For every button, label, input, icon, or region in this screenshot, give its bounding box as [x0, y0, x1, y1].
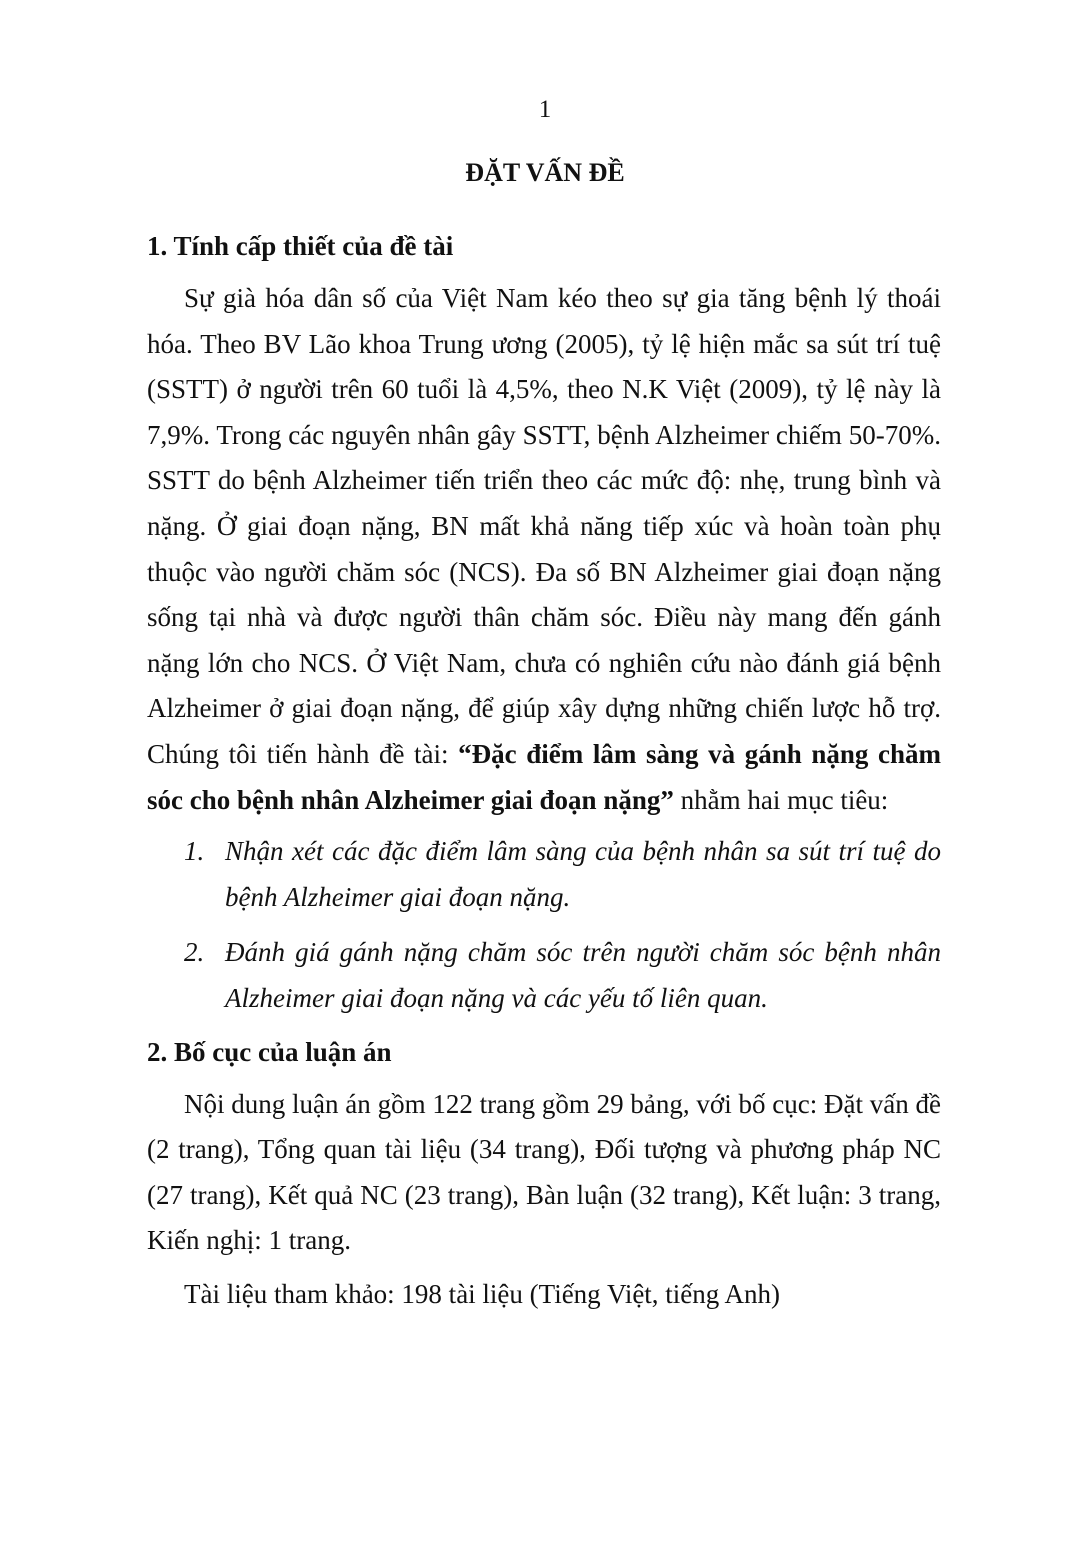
document-body: [147, 226, 941, 1317]
objectives-list: [147, 829, 941, 1021]
objective-item: [147, 829, 941, 920]
urgency-paragraph-text: Sự già hóa dân số của Việt Nam kéo theo sự gia tăng bệnh lý thoái hóa. Theo BV Lão khoa Trung ương (2005), tỷ lệ hiện mắc sa sút trí tuệ (SSTT) ở người trên 60 tuổi là 4,5%, theo N.K Việt (2009), tỷ lệ này là 7,9%. Trong các nguyên nhân gây SSTT, bệnh Alzheimer chiếm 50-70%. SSTT do bệnh Alzheimer tiến triển theo các mức độ: nhẹ, trung bình và nặng. Ở giai đoạn nặng, BN mất khả năng tiếp xúc và hoàn toàn phụ thuộc vào người chăm sóc (NCS). Đa số BN Alzheimer giai đoạn nặng sống tại nhà và được người thân chăm sóc. Điều này mang đến gánh nặng lớn cho NCS. Ở Việt Nam, chưa có nghiên cứu nào đánh giá bệnh Alzheimer ở giai đoạn nặng, để giúp xây dựng những chiến lược hỗ trợ. Chúng tôi tiến hành đề tài:: [147, 283, 941, 769]
section-heading-structure: 2. Bố cục của luận án: [147, 1036, 392, 1067]
thesis-title: “Đặc điểm lâm sàng và gánh nặng chăm sóc cho bệnh nhân Alzheimer giai đoạn nặng”: [147, 738, 941, 815]
references-paragraph: Tài liệu tham khảo: 198 tài liệu (Tiếng Việt, tiếng Anh): [184, 1278, 781, 1309]
objective-text: Đánh giá gánh nặng chăm sóc trên người chăm sóc bệnh nhân Alzheimer giai đoạn nặng và các yếu tố liên quan.: [225, 937, 941, 1013]
section-heading-urgency: 1. Tính cấp thiết của đề tài: [147, 231, 454, 261]
objective-text: Nhận xét các đặc điểm lâm sàng của bệnh nhân sa sút trí tuệ do bệnh Alzheimer giai đoạn nặng.: [225, 836, 941, 912]
objective-item: [147, 930, 941, 1021]
structure-paragraph: Nội dung luận án gồm 122 trang gồm 29 bảng, với bố cục: Đặt vấn đề (2 trang), Tổng quan tài liệu (34 trang), Đối tượng và phương pháp NC (27 trang), Kết quả NC (23 trang), Bàn luận (32 trang), Kết luận: 3 trang, Kiến nghị: 1 trang.: [147, 1088, 941, 1256]
objective-number: 2.: [184, 937, 205, 968]
page-number: 1: [538, 96, 552, 123]
urgency-paragraph: [147, 276, 941, 823]
chapter-title: ĐẶT VẤN ĐỀ: [465, 158, 625, 187]
urgency-paragraph-tail: nhằm hai mục tiêu:: [673, 784, 889, 815]
objective-number: 1.: [184, 836, 205, 867]
